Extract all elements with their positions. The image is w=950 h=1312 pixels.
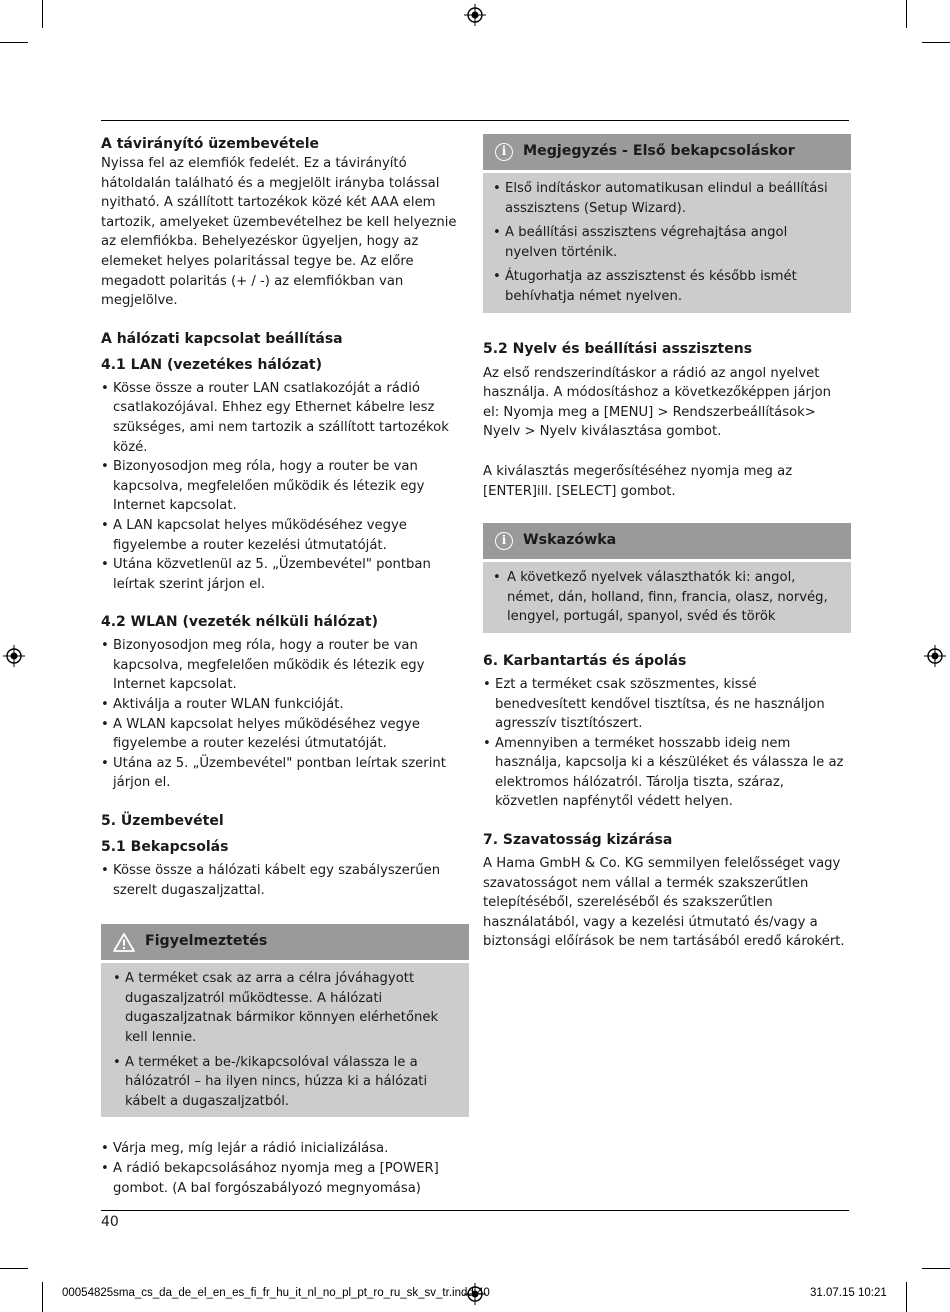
footer-rule — [101, 1210, 849, 1211]
crop-mark — [922, 1268, 950, 1269]
date-slug: 31.07.15 10:21 — [810, 1287, 887, 1299]
crop-mark — [42, 0, 43, 28]
left-column — [101, 134, 469, 1198]
warning-title: Figyelmeztetés — [145, 933, 268, 950]
list-item: • Utána az 5. „Üzembevétel" pontban leírtak szerint járjon el. — [101, 754, 469, 793]
language-heading: 5.2 Nyelv és beállítási asszisztens — [483, 340, 753, 357]
page-number: 40 — [101, 1214, 119, 1230]
remote-text: Nyissa fel az elemfiók fedelét. Ez a távirányító hátoldalán található és a megjelölt irányba tolással nyitható. A szállított tartozékok közé két AAA elem tartozik, amelyeket üzembevételhez be kell helyeznie az elemfiókba. Behelyezéskor ügyeljen, hogy az elemeket helyes polaritással tegye be. Az előre megadott polaritás (+ / -) az elemfiókban van megjelölve. — [101, 156, 457, 309]
registration-mark-icon — [924, 645, 946, 667]
crop-mark — [0, 42, 28, 43]
list-item: • A beállítási asszisztens végrehajtása angol nyelven történik. — [493, 223, 841, 262]
list-item: • A terméket a be-/kikapcsolóval válassza le a hálózatról – ha ilyen nincs, húzza ki a hálózati kábelt a dugaszaljzatból. — [113, 1053, 459, 1112]
list-item: • A következő nyelvek választhatók ki: angol, német, dán, holland, finn, francia, olasz, norvég, lengyel, portugál, spanyol, svéd és török — [493, 568, 841, 627]
wlan-list — [101, 636, 469, 793]
list-item: • Első indításkor automatikusan elindul a beállítási asszisztens (Setup Wizard). — [493, 179, 841, 218]
crop-mark — [0, 1268, 28, 1269]
header-rule — [101, 120, 849, 121]
list-item: • Kösse össze a router LAN csatlakozóját a rádió csatlakozójával. Ehhez egy Ethernet kábelre lesz szükséges, ami nem tartozik a szállított tartozékok közé. — [101, 379, 469, 457]
list-item: • Utána közvetlenül az 5. „Üzembevétel" pontban leírtak szerint járjon el. — [101, 555, 469, 594]
list-item: • Várja meg, míg lejár a rádió inicializálása. — [101, 1139, 469, 1159]
note-list — [493, 179, 841, 307]
note-body — [483, 173, 851, 313]
list-item: • Ezt a terméket csak szöszmentes, kissé benedvesített kendővel tisztítsa, és ne használjon agresszív tisztítószert. — [483, 675, 851, 734]
warning-body — [101, 963, 469, 1117]
care-list — [483, 675, 851, 812]
language-text-1: Az első rendszerindításkor a rádió az angol nyelvet használja. A módosításhoz a következőképpen járjon el: Nyomja meg a [MENU] > Rendszerbeállítások> Nyelv > Nyelv kiválasztása gombot. — [483, 365, 832, 440]
hint-body — [483, 562, 851, 633]
crop-mark — [42, 1282, 43, 1312]
registration-mark-icon — [464, 4, 486, 26]
hint-box — [483, 523, 851, 633]
warranty-text: A Hama GmbH & Co. KG semmilyen felelősséget vagy szavatosságot nem vállal a termék szakszerűtlen telepítéséből, szereléséből és szakszerűtlen használatából, vagy a kezelési útmutató és/vagy a biztonsági előírások be nem tartásából eredő károkért. — [483, 856, 845, 950]
power-heading: 5.1 Bekapcsolás — [101, 839, 229, 856]
language-text-2: A kiválasztás megerősítéséhez nyomja meg az [ENTER]ill. [SELECT] gombot. — [483, 463, 793, 499]
network-heading: A hálózati kapcsolat beállítása — [101, 330, 343, 347]
warning-triangle-icon — [113, 933, 135, 952]
care-heading: 6. Karbantartás és ápolás — [483, 652, 687, 669]
hint-title: Wskazówka — [523, 532, 617, 549]
info-icon: i — [495, 143, 513, 161]
hint-box-header — [483, 523, 851, 559]
list-item: • Aktiválja a router WLAN funkcióját. — [101, 695, 469, 715]
lan-list — [101, 379, 469, 595]
power-list — [101, 861, 469, 900]
right-column — [483, 134, 851, 952]
list-item: • Amennyiben a terméket hosszabb ideig nem használja, kapcsolja ki a készüléket és válassza le az elektromos hálózatról. Tárolja tiszta, száraz, közvetlen napfénytől védett helyen. — [483, 734, 851, 812]
startup-heading: 5. Üzembevétel — [101, 813, 224, 830]
list-item: • Átugorhatja az asszisztenst és később ismét behívhatja német nyelven. — [493, 267, 841, 306]
list-item: • Bizonyosodjon meg róla, hogy a router be van kapcsolva, megfelelően működik és létezik egy Internet kapcsolat. — [101, 457, 469, 516]
wlan-heading: 4.2 WLAN (vezeték nélküli hálózat) — [101, 614, 379, 631]
note-box-header — [483, 134, 851, 170]
warning-box — [101, 924, 469, 1117]
file-slug: 00054825sma_cs_da_de_el_en_es_fi_fr_hu_it_nl_no_pl_pt_ro_ru_sk_sv_tr.indd 40 — [62, 1287, 490, 1299]
list-item: • A LAN kapcsolat helyes működéséhez vegye figyelembe a router kezelési útmutatóját. — [101, 516, 469, 555]
hint-list — [493, 568, 841, 627]
crop-mark — [906, 1282, 907, 1312]
after-power-list — [101, 1139, 469, 1198]
note-box — [483, 134, 851, 313]
warning-box-header — [101, 924, 469, 960]
note-title: Megjegyzés - Első bekapcsoláskor — [523, 143, 795, 160]
info-icon: i — [495, 532, 513, 550]
registration-mark-icon — [3, 645, 25, 667]
lan-heading: 4.1 LAN (vezetékes hálózat) — [101, 356, 323, 373]
warning-list — [113, 969, 459, 1111]
remote-heading: A távirányító üzembevétele — [101, 136, 320, 152]
list-item: • A rádió bekapcsolásához nyomja meg a [POWER] gombot. (A bal forgószabályozó megnyomása) — [101, 1159, 469, 1198]
list-item: • A terméket csak az arra a célra jóváhagyott dugaszaljzatról működtesse. A hálózati dugaszaljzatnak bármikor könnyen elérhetőnek kell lennie. — [113, 969, 459, 1047]
warranty-heading: 7. Szavatosság kizárása — [483, 832, 673, 849]
list-item: • Kösse össze a hálózati kábelt egy szabályszerűen szerelt dugaszaljzattal. — [101, 861, 469, 900]
crop-mark — [922, 42, 950, 43]
list-item: • A WLAN kapcsolat helyes működéséhez vegye figyelembe a router kezelési útmutatóját. — [101, 715, 469, 754]
crop-mark — [906, 0, 907, 28]
list-item: • Bizonyosodjon meg róla, hogy a router be van kapcsolva, megfelelően működik és létezik egy Internet kapcsolat. — [101, 636, 469, 695]
